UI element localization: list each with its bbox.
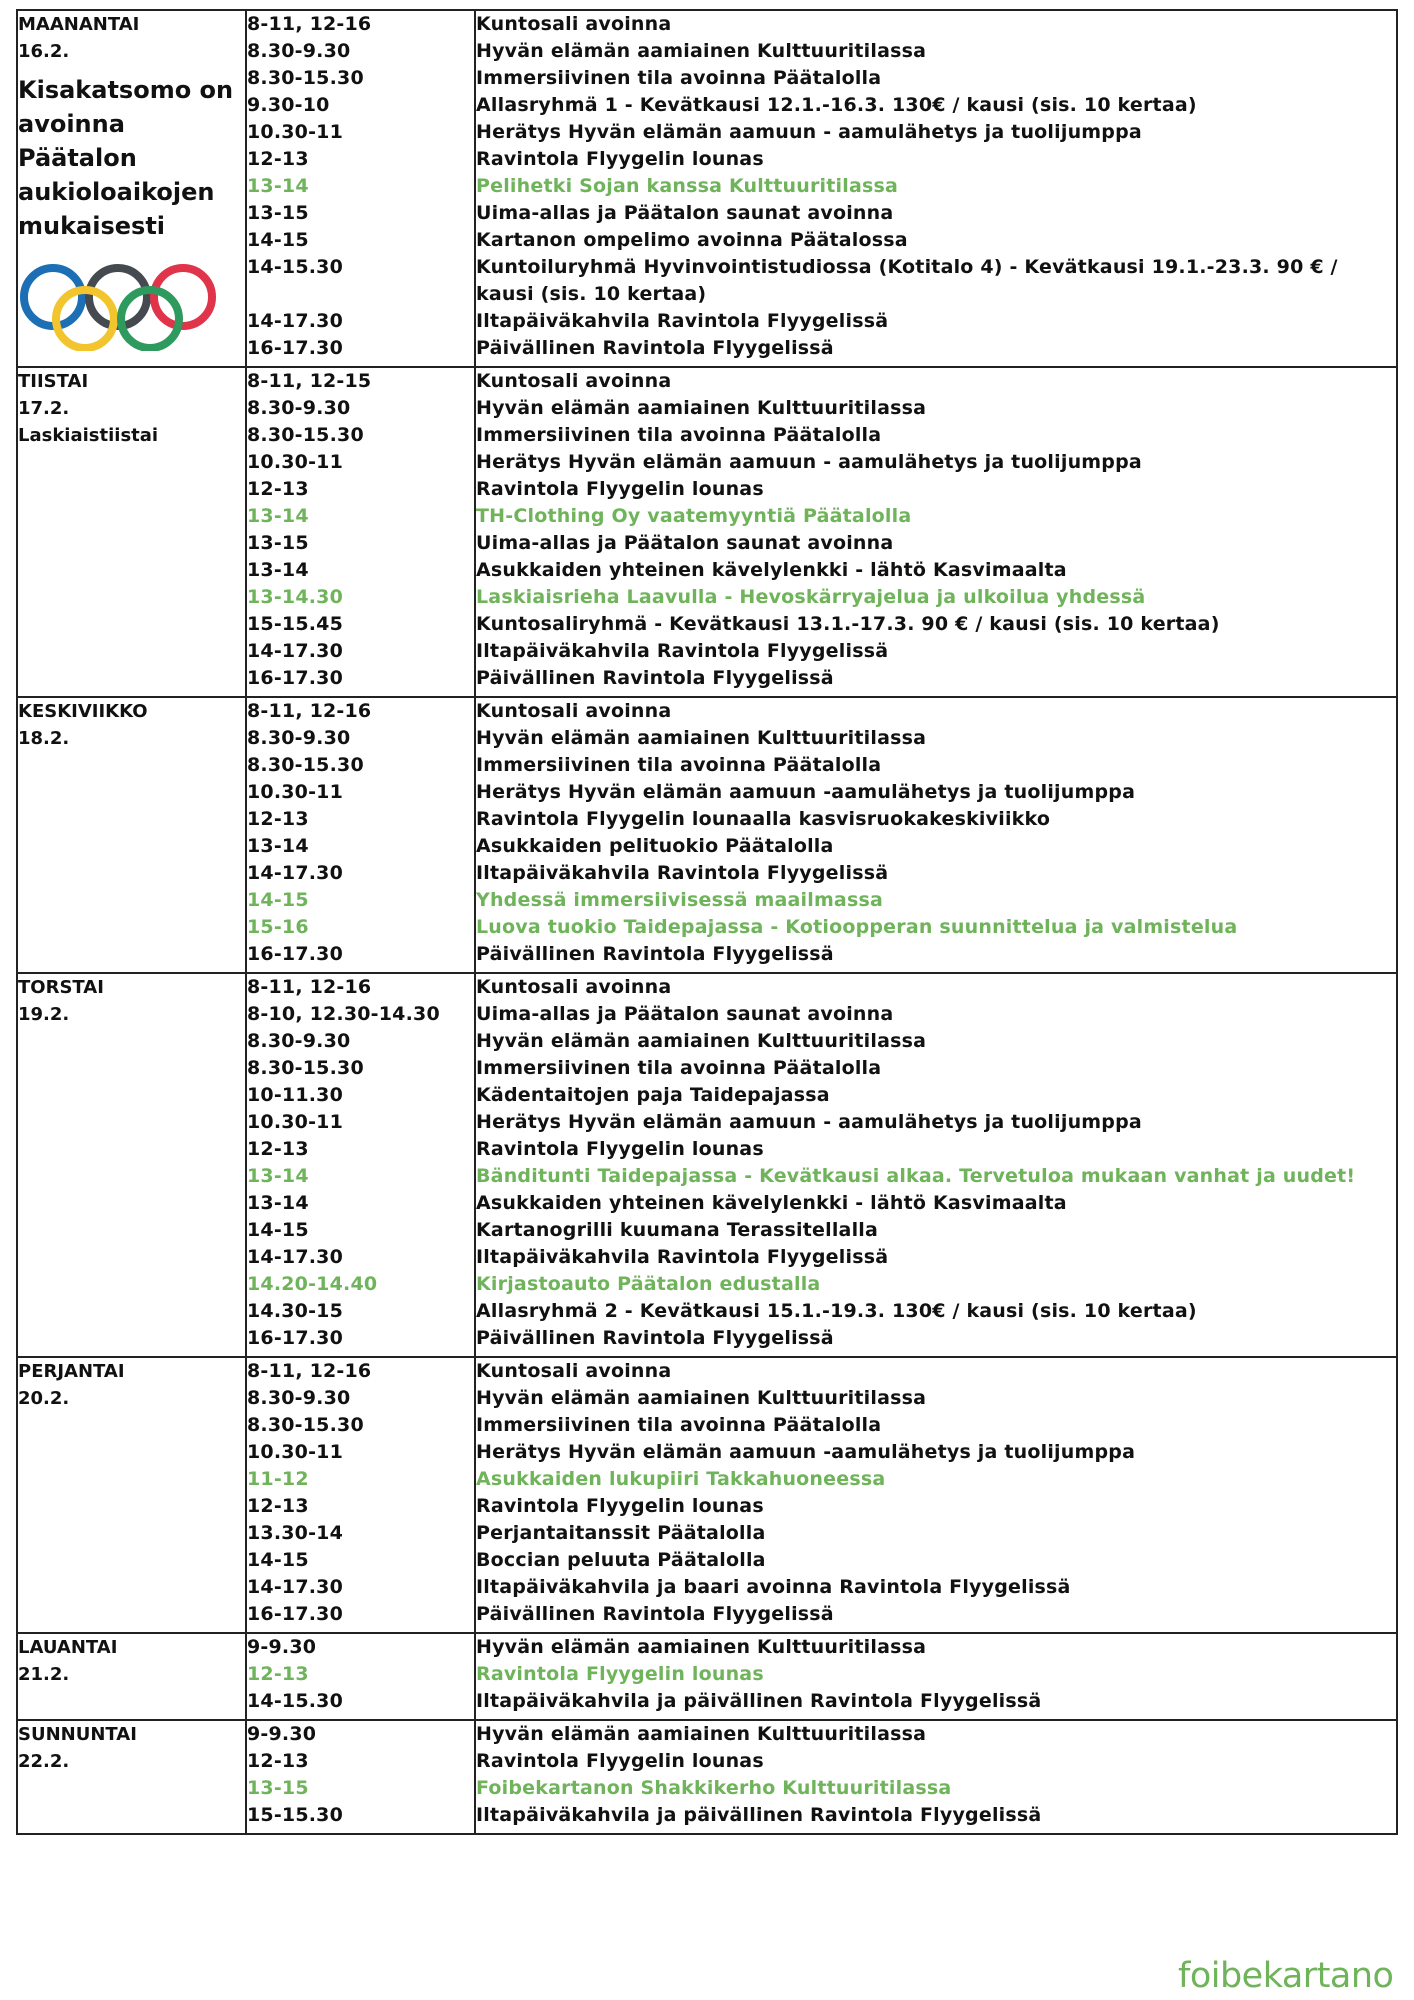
time-text: 8.30-15.30	[247, 1414, 364, 1436]
activity-text: Immersiivinen tila avoinna Päätalolla	[476, 67, 882, 89]
activity-text: Asukkaiden pelituokio Päätalolla	[476, 835, 834, 857]
time-text: 16-17.30	[247, 337, 344, 359]
activity-text: Päivällinen Ravintola Flyygelissä	[476, 337, 834, 359]
time-text: 12-13	[247, 1495, 309, 1517]
day-name: MAANANTAI	[18, 14, 140, 35]
activity-text: Hyvän elämän aamiainen Kulttuuritilassa	[476, 40, 927, 62]
time-text: 13-15	[247, 1777, 309, 1799]
activity-text: Herätys Hyvän elämän aamuun - aamulähetys ja tuolijumppa	[476, 121, 1142, 143]
activity-text: Kuntosaliryhmä - Kevätkausi 13.1.-17.3. 90 € / kausi (sis. 10 kertaa)	[476, 613, 1220, 635]
time-text: 12-13	[247, 1750, 309, 1772]
time-cell	[246, 973, 475, 1357]
activity-cell	[475, 1357, 1397, 1633]
time-text: 12-13	[247, 1138, 309, 1160]
time-text: 8.30-15.30	[247, 67, 364, 89]
activity-text: Ravintola Flyygelin lounas	[476, 1495, 764, 1517]
day-row-keskiviikko	[17, 697, 1397, 973]
activity-text: Luova tuokio Taidepajassa - Kotioopperan suunnittelua ja valmistelua	[476, 916, 1238, 938]
time-text: 16-17.30	[247, 1603, 344, 1625]
time-text: 9-9.30	[247, 1723, 317, 1745]
activity-text: Hyvän elämän aamiainen Kulttuuritilassa	[476, 1723, 927, 1745]
time-text: 14-17.30	[247, 1576, 344, 1598]
day-name: TIISTAI	[18, 371, 89, 392]
day-row-perjantai	[17, 1357, 1397, 1633]
activity-text: Iltapäiväkahvila ja päivällinen Ravintola Flyygelissä	[476, 1690, 1042, 1712]
time-text: 14-15.30	[247, 256, 344, 278]
day-date: 19.2.	[18, 1004, 70, 1025]
time-text: 14-15	[247, 1219, 309, 1241]
time-text: 14-15	[247, 1549, 309, 1571]
day-row-lauantai	[17, 1633, 1397, 1720]
time-cell	[246, 1357, 475, 1633]
activity-text: Kuntoiluryhmä Hyvinvointistudiossa (Kotitalo 4) - Kevätkausi 19.1.-23.3. 90 € / kausi (sis. 10 kertaa)	[476, 256, 1338, 305]
time-text: 15-16	[247, 916, 309, 938]
activity-cell	[475, 1633, 1397, 1720]
time-text: 8-11, 12-16	[247, 1360, 372, 1382]
activity-text: Iltapäiväkahvila ja päivällinen Ravintola Flyygelissä	[476, 1804, 1042, 1826]
time-text: 8-11, 12-15	[247, 370, 372, 392]
activity-cell	[475, 973, 1397, 1357]
activity-text: Kuntosali avoinna	[476, 370, 672, 392]
day-date: 16.2.	[18, 41, 70, 62]
activity-text: Asukkaiden lukupiiri Takkahuoneessa	[476, 1468, 886, 1490]
foibekartano-logo: foibekartano	[1178, 1956, 1394, 1996]
kisakatsomo-notice: Kisakatsomo on avoinna Päätalon aukioloaikojen mukaisesti	[18, 76, 234, 240]
activity-text: Boccian peluuta Päätalolla	[476, 1549, 766, 1571]
activity-text: Uima-allas ja Päätalon saunat avoinna	[476, 532, 894, 554]
activity-text: Immersiivinen tila avoinna Päätalolla	[476, 754, 882, 776]
time-text: 14-17.30	[247, 862, 344, 884]
day-date: 22.2.	[18, 1751, 70, 1772]
activity-text: Iltapäiväkahvila Ravintola Flyygelissä	[476, 640, 889, 662]
time-text: 14-17.30	[247, 640, 344, 662]
time-cell	[246, 1720, 475, 1834]
day-cell	[17, 1357, 246, 1633]
time-text: 13-15	[247, 202, 309, 224]
activity-text: Hyvän elämän aamiainen Kulttuuritilassa	[476, 727, 927, 749]
time-cell	[246, 10, 475, 367]
time-text: 13.30-14	[247, 1522, 344, 1544]
time-text: 8.30-9.30	[247, 40, 351, 62]
time-text: 12-13	[247, 478, 309, 500]
activity-text: Herätys Hyvän elämän aamuun - aamulähetys ja tuolijumppa	[476, 451, 1142, 473]
time-text: 13-14	[247, 1192, 309, 1214]
activity-text: Pelihetki Sojan kanssa Kulttuuritilassa	[476, 175, 899, 197]
activity-text: Hyvän elämän aamiainen Kulttuuritilassa	[476, 1387, 927, 1409]
olympic-rings-icon	[18, 259, 222, 351]
time-text: 13-14	[247, 175, 309, 197]
activity-text: Kuntosali avoinna	[476, 13, 672, 35]
schedule-body	[17, 10, 1397, 1834]
time-text: 8-10, 12.30-14.30	[247, 1003, 440, 1025]
time-text: 14.20-14.40	[247, 1273, 378, 1295]
activity-text: Päivällinen Ravintola Flyygelissä	[476, 1603, 834, 1625]
activity-text: Iltapäiväkahvila ja baari avoinna Ravintola Flyygelissä	[476, 1576, 1071, 1598]
time-cell	[246, 697, 475, 973]
activity-text: Herätys Hyvän elämän aamuun -aamulähetys ja tuolijumppa	[476, 781, 1136, 803]
time-text: 8.30-15.30	[247, 424, 364, 446]
activity-text: Hyvän elämän aamiainen Kulttuuritilassa	[476, 397, 927, 419]
activity-text: Foibekartanon Shakkikerho Kulttuuritilassa	[476, 1777, 952, 1799]
time-text: 14-15.30	[247, 1690, 344, 1712]
activity-text: Yhdessä immersiivisessä maailmassa	[476, 889, 883, 911]
day-cell	[17, 367, 246, 697]
time-text: 16-17.30	[247, 943, 344, 965]
time-text: 12-13	[247, 1663, 309, 1685]
time-text: 8-11, 12-16	[247, 700, 372, 722]
day-row-maanantai	[17, 10, 1397, 367]
time-text: 13-14	[247, 505, 309, 527]
day-name: PERJANTAI	[18, 1361, 125, 1382]
time-text: 8.30-9.30	[247, 397, 351, 419]
time-text: 8.30-9.30	[247, 1387, 351, 1409]
time-text: 12-13	[247, 808, 309, 830]
activity-text: Immersiivinen tila avoinna Päätalolla	[476, 1414, 882, 1436]
activity-text: Uima-allas ja Päätalon saunat avoinna	[476, 202, 894, 224]
time-text: 14-17.30	[247, 1246, 344, 1268]
day-cell	[17, 10, 246, 367]
time-text: 10-11.30	[247, 1084, 344, 1106]
time-text: 9.30-10	[247, 94, 330, 116]
activity-text: Herätys Hyvän elämän aamuun -aamulähetys ja tuolijumppa	[476, 1441, 1136, 1463]
activity-text: Kirjastoauto Päätalon edustalla	[476, 1273, 821, 1295]
activity-text: Ravintola Flyygelin lounas	[476, 478, 764, 500]
activity-text: Kuntosali avoinna	[476, 700, 672, 722]
time-text: 8-11, 12-16	[247, 13, 372, 35]
activity-text: TH-Clothing Oy vaatemyyntiä Päätalolla	[476, 505, 912, 527]
time-text: 10.30-11	[247, 1441, 344, 1463]
activity-text: Uima-allas ja Päätalon saunat avoinna	[476, 1003, 894, 1025]
day-cell	[17, 1633, 246, 1720]
activity-text: Asukkaiden yhteinen kävelylenkki - lähtö Kasvimaalta	[476, 559, 1067, 581]
activity-text: Immersiivinen tila avoinna Päätalolla	[476, 424, 882, 446]
activity-text: Päivällinen Ravintola Flyygelissä	[476, 943, 834, 965]
day-cell	[17, 1720, 246, 1834]
activity-text: Asukkaiden yhteinen kävelylenkki - lähtö Kasvimaalta	[476, 1192, 1067, 1214]
time-text: 15-15.30	[247, 1804, 344, 1826]
activity-text: Iltapäiväkahvila Ravintola Flyygelissä	[476, 862, 889, 884]
activity-text: Ravintola Flyygelin lounas	[476, 1750, 764, 1772]
activity-cell	[475, 697, 1397, 973]
activity-text: Kartanon ompelimo avoinna Päätalossa	[476, 229, 908, 251]
activity-text: Päivällinen Ravintola Flyygelissä	[476, 1327, 834, 1349]
time-text: 16-17.30	[247, 667, 344, 689]
time-text: 13-14	[247, 559, 309, 581]
time-text: 14-17.30	[247, 310, 344, 332]
time-text: 8.30-9.30	[247, 727, 351, 749]
time-text: 10.30-11	[247, 781, 344, 803]
time-cell	[246, 1633, 475, 1720]
time-text: 14.30-15	[247, 1300, 344, 1322]
activity-text: Kuntosali avoinna	[476, 976, 672, 998]
day-name: TORSTAI	[18, 977, 104, 998]
activity-text: Ravintola Flyygelin lounaalla kasvisruokakeskiviikko	[476, 808, 1051, 830]
activity-text: Laskiaisrieha Laavulla - Hevoskärryajelua ja ulkoilua yhdessä	[476, 586, 1146, 608]
time-text: 13-14	[247, 835, 309, 857]
time-text: 15-15.45	[247, 613, 344, 635]
time-text: 11-12	[247, 1468, 309, 1490]
time-text: 9-9.30	[247, 1636, 317, 1658]
time-text: 10.30-11	[247, 121, 344, 143]
activity-text: Herätys Hyvän elämän aamuun - aamulähetys ja tuolijumppa	[476, 1111, 1142, 1133]
day-name: KESKIVIIKKO	[18, 701, 148, 722]
time-text: 8.30-15.30	[247, 754, 364, 776]
day-note: Laskiaistiistai	[18, 425, 159, 446]
time-text: 10.30-11	[247, 451, 344, 473]
time-text: 14-15	[247, 229, 309, 251]
time-text: 10.30-11	[247, 1111, 344, 1133]
day-cell	[17, 697, 246, 973]
activity-text: Perjantaitanssit Päätalolla	[476, 1522, 766, 1544]
time-text: 13-14.30	[247, 586, 344, 608]
time-text: 8.30-15.30	[247, 1057, 364, 1079]
time-cell	[246, 367, 475, 697]
activity-text: Ravintola Flyygelin lounas	[476, 148, 764, 170]
activity-text: Allasryhmä 1 - Kevätkausi 12.1.-16.3. 130€ / kausi (sis. 10 kertaa)	[476, 94, 1197, 116]
time-text: 13-15	[247, 532, 309, 554]
time-text: 8.30-9.30	[247, 1030, 351, 1052]
time-text: 14-15	[247, 889, 309, 911]
weekly-schedule-table	[16, 9, 1398, 1835]
day-date: 21.2.	[18, 1664, 70, 1685]
day-date: 17.2.	[18, 398, 70, 419]
day-name: SUNNUNTAI	[18, 1724, 137, 1745]
activity-text: Hyvän elämän aamiainen Kulttuuritilassa	[476, 1636, 927, 1658]
time-text: 12-13	[247, 148, 309, 170]
day-date: 18.2.	[18, 728, 70, 749]
activity-text: Päivällinen Ravintola Flyygelissä	[476, 667, 834, 689]
day-name: LAUANTAI	[18, 1637, 118, 1658]
activity-cell	[475, 1720, 1397, 1834]
day-date: 20.2.	[18, 1388, 70, 1409]
activity-text: Ravintola Flyygelin lounas	[476, 1138, 764, 1160]
day-row-torstai	[17, 973, 1397, 1357]
day-row-tiistai	[17, 367, 1397, 697]
activity-text: Hyvän elämän aamiainen Kulttuuritilassa	[476, 1030, 927, 1052]
time-text: 13-14	[247, 1165, 309, 1187]
activity-text: Kartanogrilli kuumana Terassitellalla	[476, 1219, 879, 1241]
time-text: 8-11, 12-16	[247, 976, 372, 998]
activity-cell	[475, 367, 1397, 697]
day-cell	[17, 973, 246, 1357]
activity-cell	[475, 10, 1397, 367]
time-text: 16-17.30	[247, 1327, 344, 1349]
activity-text: Bänditunti Taidepajassa - Kevätkausi alkaa. Tervetuloa mukaan vanhat ja uudet!	[476, 1165, 1356, 1187]
activity-text: Iltapäiväkahvila Ravintola Flyygelissä	[476, 310, 889, 332]
activity-text: Iltapäiväkahvila Ravintola Flyygelissä	[476, 1246, 889, 1268]
activity-text: Kuntosali avoinna	[476, 1360, 672, 1382]
activity-text: Immersiivinen tila avoinna Päätalolla	[476, 1057, 882, 1079]
activity-text: Allasryhmä 2 - Kevätkausi 15.1.-19.3. 130€ / kausi (sis. 10 kertaa)	[476, 1300, 1197, 1322]
day-row-sunnuntai	[17, 1720, 1397, 1834]
activity-text: Kädentaitojen paja Taidepajassa	[476, 1084, 830, 1106]
activity-text: Ravintola Flyygelin lounas	[476, 1663, 764, 1685]
